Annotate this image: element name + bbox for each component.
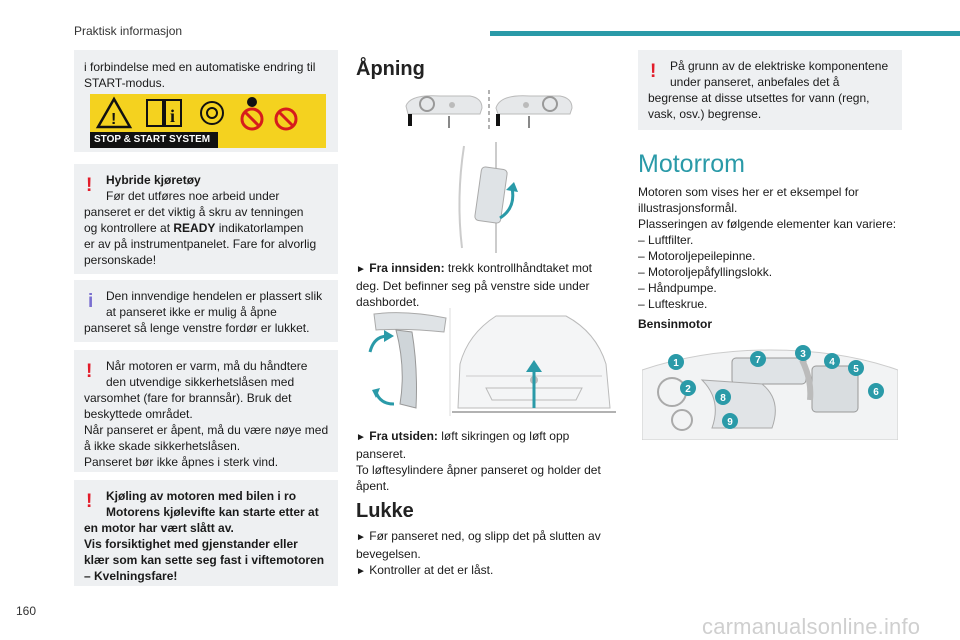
warning-text: Vis forsiktighet med gjenstander eller: [84, 537, 298, 551]
callout-1: 1: [673, 358, 679, 369]
instruction-line: ► Fra utsiden: løft sikringen og løft opp: [356, 429, 570, 443]
running-header: Praktisk informasjon: [74, 24, 183, 38]
list-item: – Håndpumpe.: [638, 281, 717, 295]
warning-text: begrense at disse utsettes for vann (regn,: [648, 91, 870, 105]
list-item: – Motoroljepeilepinne.: [638, 249, 756, 263]
instruction-line: ► Fra innsiden: trekk kontrollhåndtaket mot: [356, 261, 592, 275]
stop-start-banner: [90, 94, 326, 148]
watermark: carmanualsonline.info: [702, 614, 921, 639]
list-item: – Motoroljepåfyllingslokk.: [638, 265, 773, 279]
subheading-petrol-engine: Bensinmotor: [638, 317, 713, 331]
instruction-line: åpent.: [356, 479, 390, 493]
outside-instructions: [356, 428, 620, 494]
warning-text: klær som kan sette seg fast i viftemotoren: [84, 553, 325, 567]
bullet-triangle-icon: ►: [356, 264, 366, 275]
warning-icon: !: [86, 175, 93, 196]
warning-text: er av på instrumentpanelet. Fare for alvorlig: [84, 237, 317, 251]
note-text: START-modus.: [84, 76, 165, 90]
lever-info-note: [74, 280, 338, 342]
warning-text: personskade!: [84, 253, 157, 267]
callout-5: 5: [853, 364, 859, 375]
svg-text:i: i: [170, 106, 176, 126]
callout-9: 9: [727, 417, 733, 428]
body-text: Plasseringen av følgende elementer kan variere:: [638, 217, 897, 231]
list-item: – Lufteskrue.: [638, 297, 708, 311]
note-text: i forbindelse med en automatiske endring til: [84, 60, 316, 74]
warning-text: – Kvelningsfare!: [84, 569, 178, 583]
svg-text:!: !: [111, 111, 117, 128]
instruction-line: ► Kontroller at det er låst.: [356, 563, 494, 577]
instruction-line: dashbordet.: [356, 295, 420, 309]
warning-text: å ikke skade sikkerhetslåsen.: [84, 439, 241, 453]
warning-text: Panseret bør ikke åpnes i sterk vind.: [84, 455, 279, 469]
callout-7: 7: [755, 355, 761, 366]
warning-text: beskyttede området.: [84, 407, 193, 421]
callout-2: 2: [685, 384, 691, 395]
warning-text: og kontrollere at READY indikatorlampen: [84, 221, 304, 235]
instruction-line: panseret.: [356, 447, 407, 461]
warning-icon: !: [86, 361, 93, 382]
page-number: 160: [16, 604, 37, 618]
stop-start-note: [74, 50, 338, 152]
hybrid-warning: [74, 164, 338, 274]
info-text: Den innvendige hendelen er plassert slik: [106, 289, 323, 303]
info-text: at panseret ikke er mulig å åpne: [106, 305, 277, 319]
info-icon: i: [88, 291, 94, 312]
warning-text: vask, osv.) begrense.: [648, 107, 762, 121]
warning-text: Kjøling av motoren med bilen i ro: [106, 489, 297, 503]
interior-release-illustration: [400, 88, 590, 258]
banner-label: STOP & START SYSTEM: [94, 134, 211, 145]
engine-bay-intro: [638, 184, 906, 312]
warning-text: panseret er det viktig å skru av tenningen: [84, 205, 304, 219]
header-accent-bar: [490, 31, 960, 36]
warning-icon: !: [86, 491, 93, 512]
warning-text: Før det utføres noe arbeid under: [106, 189, 280, 203]
list-item: – Luftfilter.: [638, 233, 694, 247]
hot-engine-warning: [74, 350, 338, 472]
callout-3: 3: [800, 349, 806, 360]
instruction-line: deg. Det befinner seg på venstre side under: [356, 279, 590, 293]
bullet-triangle-icon: ►: [356, 566, 366, 577]
warning-title: Hybride kjøretøy: [106, 173, 201, 187]
electrical-warning: [638, 50, 902, 130]
instruction-line: ► Før panseret ned, og slipp det på slutten av: [356, 529, 601, 543]
closing-instructions: [356, 528, 620, 580]
engine-bay-illustration: [642, 340, 898, 440]
bullet-triangle-icon: ►: [356, 532, 366, 543]
inside-instructions: [356, 260, 620, 310]
heading-opening: Åpning: [356, 58, 425, 80]
warning-text: Når panseret er åpent, må du være nøye med: [84, 423, 329, 437]
exterior-release-illustration: [366, 308, 620, 418]
warning-text: under panseret, anbefales det å: [670, 75, 840, 89]
bullet-triangle-icon: ►: [356, 432, 366, 443]
info-text: panseret så lenge venstre fordør er lukket.: [84, 321, 310, 335]
body-text: illustrasjonsformål.: [638, 201, 738, 215]
instruction-line: To løftesylindere åpner panseret og holder det: [356, 463, 601, 477]
instruction-line: bevegelsen.: [356, 547, 421, 561]
warning-text: Motorens kjølevifte kan starte etter at: [106, 505, 319, 519]
warning-text: Når motoren er varm, må du håndtere: [106, 359, 308, 373]
heading-closing: Lukke: [356, 500, 414, 522]
warning-text: den utvendige sikkerhetslåsen med: [106, 375, 295, 389]
heading-engine-bay: Motorrom: [638, 150, 745, 178]
callout-4: 4: [829, 357, 835, 368]
fan-warning: [74, 480, 338, 586]
callout-8: 8: [720, 393, 726, 404]
warning-icon: !: [650, 61, 657, 82]
warning-text: På grunn av de elektriske komponentene: [670, 59, 889, 73]
body-text: Motoren som vises her er et eksempel for: [638, 185, 859, 199]
callout-6: 6: [873, 387, 879, 398]
warning-text: en motor har vært slått av.: [84, 521, 234, 535]
warning-text: varsomhet (fare for brannsår). Bruk det: [84, 391, 292, 405]
